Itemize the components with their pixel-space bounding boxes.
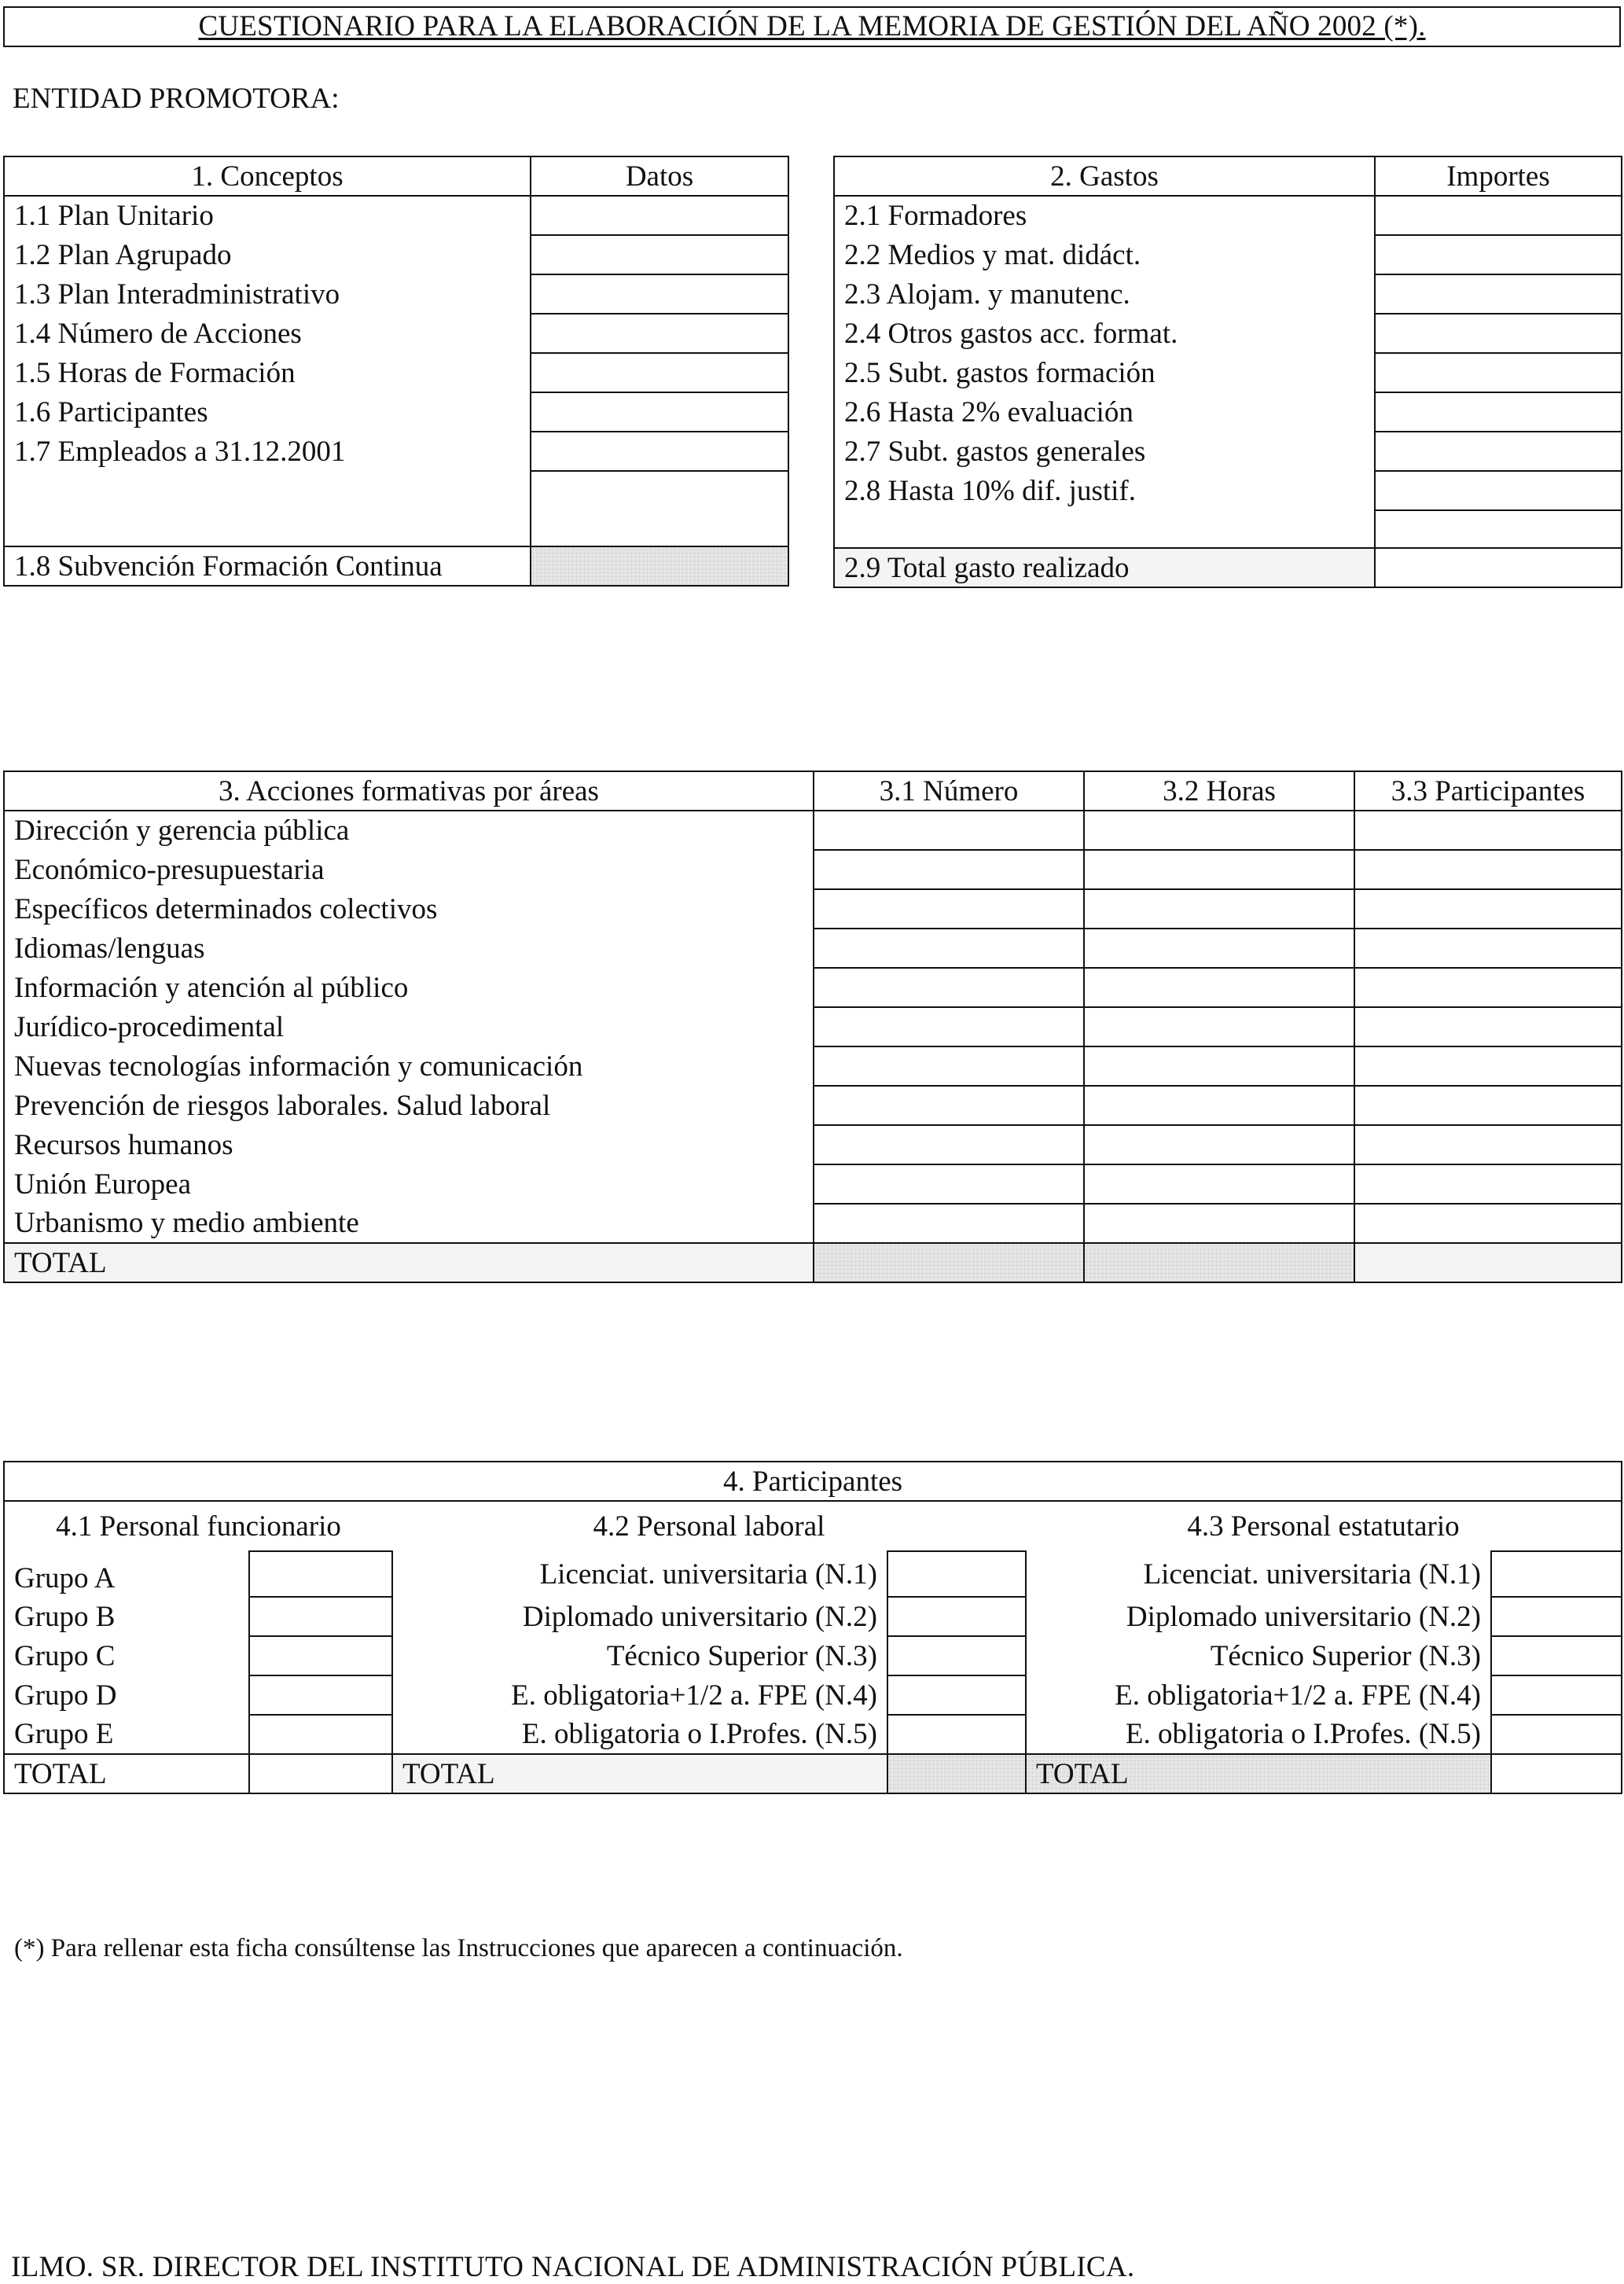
numero-cell[interactable]: [814, 1125, 1084, 1164]
form-title: CUESTIONARIO PARA LA ELABORACIÓN DE LA MEMORIA DE GESTIÓN DEL AÑO 2002 (*).: [3, 6, 1621, 47]
laboral-cell[interactable]: [887, 1551, 1026, 1597]
area-label: Específicos determinados colectivos: [4, 889, 814, 929]
estatutario-label: E. obligatoria o I.Profes. (N.5): [1125, 1718, 1481, 1750]
gastos-table: [833, 156, 1622, 588]
gastos-value-cell[interactable]: [1375, 314, 1622, 353]
funcionario-cell[interactable]: [249, 1715, 392, 1754]
grupo-label: Grupo A: [4, 1551, 249, 1597]
conceptos-title: 1. Conceptos: [4, 156, 531, 196]
conceptos-row-label: 1.6 Participantes: [4, 392, 531, 432]
estatutario-label: Diplomado universitario (N.2): [1126, 1600, 1481, 1633]
numero-cell[interactable]: [814, 850, 1084, 889]
laboral-label: Licenciat. universitaria (N.1): [539, 1558, 877, 1591]
participantes-cell[interactable]: [1354, 1125, 1622, 1164]
laboral-heading: 4.2 Personal laboral: [593, 1510, 825, 1543]
conceptos-value-cell[interactable]: [531, 471, 788, 546]
participantes-title: 4. Participantes: [4, 1462, 1622, 1501]
acciones-title: 3. Acciones formativas por áreas: [4, 771, 814, 811]
laboral-cell[interactable]: [887, 1675, 1026, 1715]
estatutario-cell[interactable]: [1491, 1636, 1622, 1675]
estatutario-total-cell[interactable]: [1491, 1754, 1622, 1793]
participantes-cell[interactable]: [1354, 1204, 1622, 1243]
area-label: Unión Europea: [4, 1164, 814, 1204]
estatutario-label: E. obligatoria+1/2 a. FPE (N.4): [1115, 1679, 1481, 1712]
gastos-value-cell[interactable]: [1375, 274, 1622, 314]
laboral-total-label: TOTAL: [392, 1754, 887, 1793]
acciones-table: [3, 771, 1622, 1283]
conceptos-row-label: 1.4 Número de Acciones: [4, 314, 531, 353]
conceptos-row-label: 1.5 Horas de Formación: [4, 353, 531, 392]
acciones-total-participantes[interactable]: [1354, 1243, 1622, 1282]
gastos-value-cell[interactable]: [1375, 353, 1622, 392]
area-label: Prevención de riesgos laborales. Salud laboral: [4, 1086, 814, 1125]
laboral-cell[interactable]: [887, 1715, 1026, 1754]
estatutario-label: Técnico Superior (N.3): [1210, 1639, 1481, 1672]
participantes-cell[interactable]: [1354, 1086, 1622, 1125]
horas-cell[interactable]: [1084, 968, 1354, 1007]
estatutario-cell[interactable]: [1491, 1675, 1622, 1715]
area-label: Urbanismo y medio ambiente: [4, 1204, 814, 1243]
numero-cell[interactable]: [814, 811, 1084, 850]
gastos-value-cell[interactable]: [1375, 432, 1622, 471]
participantes-cell[interactable]: [1354, 1164, 1622, 1204]
footnote: (*) Para rellenar esta ficha consúltense las Instrucciones que aparecen a continuación.: [14, 1934, 903, 1962]
gastos-value-cell[interactable]: [1375, 510, 1622, 548]
grupo-label: Grupo C: [4, 1636, 249, 1675]
gastos-value-cell[interactable]: [1375, 392, 1622, 432]
estatutario-heading: 4.3 Personal estatutario: [1026, 1501, 1622, 1551]
gastos-row-label: 2.7 Subt. gastos generales: [834, 432, 1375, 471]
acciones-numero-header: 3.1 Número: [814, 771, 1084, 811]
gastos-value-cell[interactable]: [1375, 235, 1622, 274]
funcionario-cell[interactable]: [249, 1636, 392, 1675]
conceptos-row-label: 1.2 Plan Agrupado: [4, 235, 531, 274]
participantes-cell[interactable]: [1354, 968, 1622, 1007]
numero-cell[interactable]: [814, 1086, 1084, 1125]
participantes-cell[interactable]: [1354, 1046, 1622, 1086]
acciones-horas-header: 3.2 Horas: [1084, 771, 1354, 811]
gastos-importes-header: Importes: [1375, 156, 1622, 196]
funcionario-cell[interactable]: [249, 1551, 392, 1597]
laboral-label: Técnico Superior (N.3): [606, 1639, 877, 1672]
gastos-value-cell[interactable]: [1375, 196, 1622, 235]
conceptos-row-label: 1.7 Empleados a 31.12.2001: [4, 432, 531, 471]
conceptos-value-cell[interactable]: [531, 314, 788, 353]
participantes-cell[interactable]: [1354, 889, 1622, 929]
acciones-total-horas: [1084, 1243, 1354, 1282]
gastos-row-label: 2.5 Subt. gastos formación: [834, 353, 1375, 392]
gastos-row-label: 2.4 Otros gastos acc. format.: [834, 314, 1375, 353]
gastos-title: 2. Gastos: [834, 156, 1375, 196]
estatutario-cell[interactable]: [1491, 1597, 1622, 1636]
horas-cell[interactable]: [1084, 1007, 1354, 1046]
laboral-label: E. obligatoria o I.Profes. (N.5): [521, 1718, 877, 1750]
horas-cell[interactable]: [1084, 929, 1354, 968]
gastos-row-label: 2.6 Hasta 2% evaluación: [834, 392, 1375, 432]
horas-cell[interactable]: [1084, 1086, 1354, 1125]
numero-cell[interactable]: [814, 1046, 1084, 1086]
area-label: Dirección y gerencia pública: [4, 811, 814, 850]
horas-cell[interactable]: [1084, 850, 1354, 889]
laboral-label: E. obligatoria+1/2 a. FPE (N.4): [511, 1679, 877, 1712]
horas-cell[interactable]: [1084, 889, 1354, 929]
area-label: Económico-presupuestaria: [4, 850, 814, 889]
laboral-label: Diplomado universitario (N.2): [522, 1600, 877, 1633]
funcionario-cell[interactable]: [249, 1675, 392, 1715]
horas-cell[interactable]: [1084, 1046, 1354, 1086]
horas-cell[interactable]: [1084, 811, 1354, 850]
gastos-value-cell[interactable]: [1375, 471, 1622, 510]
acciones-total-label: TOTAL: [4, 1243, 814, 1282]
area-label: Idiomas/lenguas: [4, 929, 814, 968]
estatutario-total-label: TOTAL: [1026, 1754, 1491, 1793]
conceptos-value-cell[interactable]: [531, 235, 788, 274]
funcionario-total-label: TOTAL: [4, 1754, 249, 1793]
area-label: Recursos humanos: [4, 1125, 814, 1164]
area-label: Nuevas tecnologías información y comunicación: [4, 1046, 814, 1086]
gastos-row-label: [834, 510, 1375, 548]
grupo-label: Grupo B: [4, 1597, 249, 1636]
area-label: Jurídico-procedimental: [4, 1007, 814, 1046]
grupo-label: Grupo E: [4, 1715, 249, 1754]
participantes-cell[interactable]: [1354, 850, 1622, 889]
laboral-cell[interactable]: [887, 1636, 1026, 1675]
horas-cell[interactable]: [1084, 1204, 1354, 1243]
gastos-total-cell[interactable]: [1375, 548, 1622, 587]
conceptos-row-label: [4, 471, 531, 546]
estatutario-label: Licenciat. universitaria (N.1): [1143, 1558, 1481, 1591]
conceptos-value-cell[interactable]: [531, 274, 788, 314]
entity-label: ENTIDAD PROMOTORA:: [13, 83, 340, 115]
gastos-row-label: 2.2 Medios y mat. didáct.: [834, 235, 1375, 274]
conceptos-row-label: 1.1 Plan Unitario: [4, 196, 531, 235]
area-label: Información y atención al público: [4, 968, 814, 1007]
numero-cell[interactable]: [814, 1164, 1084, 1204]
participantes-cell[interactable]: [1354, 929, 1622, 968]
gastos-total-label: 2.9 Total gasto realizado: [834, 548, 1375, 587]
participantes-table: [3, 1461, 1622, 1794]
gastos-row-label: 2.8 Hasta 10% dif. justif.: [834, 471, 1375, 510]
acciones-participantes-header: 3.3 Participantes: [1354, 771, 1622, 811]
conceptos-value-cell[interactable]: [531, 432, 788, 471]
conceptos-table: [3, 156, 789, 587]
conceptos-total-cell: [531, 546, 788, 586]
gastos-row-label: 2.1 Formadores: [834, 196, 1375, 235]
conceptos-value-cell[interactable]: [531, 196, 788, 235]
laboral-total-cell: [887, 1754, 1026, 1793]
conceptos-total-label: 1.8 Subvención Formación Continua: [4, 546, 531, 586]
funcionario-total-cell[interactable]: [249, 1754, 392, 1793]
acciones-total-numero: [814, 1243, 1084, 1282]
grupo-label: Grupo D: [4, 1675, 249, 1715]
numero-cell[interactable]: [814, 968, 1084, 1007]
laboral-cell[interactable]: [887, 1597, 1026, 1636]
conceptos-datos-header: Datos: [531, 156, 788, 196]
numero-cell[interactable]: [814, 1007, 1084, 1046]
estatutario-cell[interactable]: [1491, 1715, 1622, 1754]
numero-cell[interactable]: [814, 1204, 1084, 1243]
conceptos-value-cell[interactable]: [531, 353, 788, 392]
addressee: ILMO. SR. DIRECTOR DEL INSTITUTO NACIONAL DE ADMINISTRACIÓN PÚBLICA.: [11, 2251, 1135, 2283]
gastos-row-label: 2.3 Alojam. y manutenc.: [834, 274, 1375, 314]
conceptos-row-label: 1.3 Plan Interadministrativo: [4, 274, 531, 314]
conceptos-value-cell[interactable]: [531, 392, 788, 432]
numero-cell[interactable]: [814, 929, 1084, 968]
funcionario-cell[interactable]: [249, 1597, 392, 1636]
participantes-cell[interactable]: [1354, 1007, 1622, 1046]
participantes-cell[interactable]: [1354, 811, 1622, 850]
horas-cell[interactable]: [1084, 1164, 1354, 1204]
funcionario-heading: 4.1 Personal funcionario: [4, 1501, 392, 1551]
estatutario-cell[interactable]: [1491, 1551, 1622, 1597]
numero-cell[interactable]: [814, 889, 1084, 929]
horas-cell[interactable]: [1084, 1125, 1354, 1164]
